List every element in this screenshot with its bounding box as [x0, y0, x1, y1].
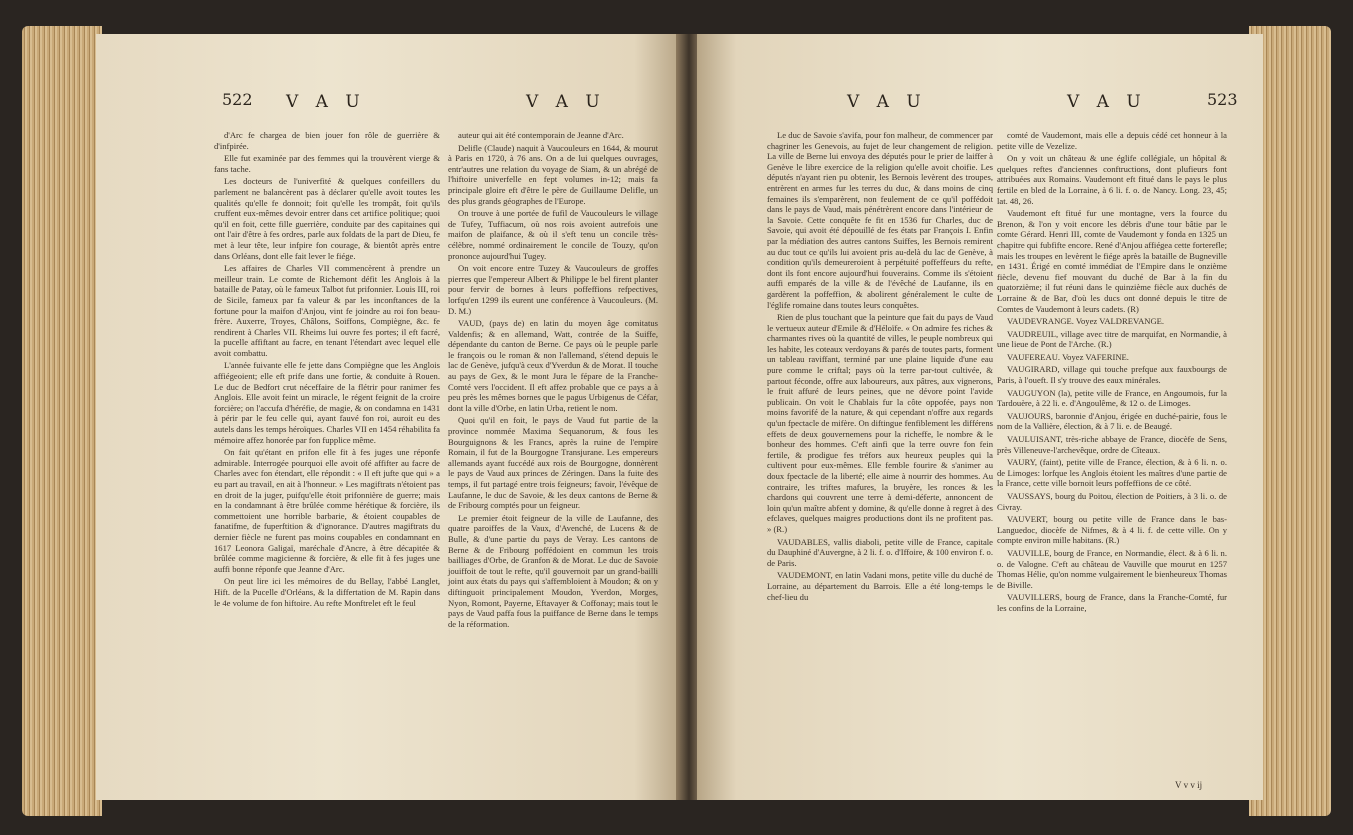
paragraph: Le premier étoit feigneur de la ville de Laufanne, des quatre paroiffes de la Vaux, d'Avenché, de Lucens & de Bulle, & d'une partie du pays de Veray. Les cantons de Berne & de Fribourg poffédoient en commun les trois bailliages d'Orbe, de Granfon & de Morat. Le duc de Savoie jouiffoit de tout le refte, qu'il gouvernoit par un grand-bailli joint aux états du pays qui s'affembloient à Moudon; & on y diftinguoit principalement Moudon, Yverdon, Morges, Nyon, Romont, Payerne, Eftavayer & Coffonay; mais tout le pays de Vaud paffa fous la puiffance de Berne dans le temps de la réformation. [448, 512, 658, 629]
paragraph: VAUDEMONT, en latin Vadani mons, petite ville du duché de Lorraine, au département du Barrois. Elle a été long-temps le chef-lieu du [767, 570, 993, 602]
paragraph: comté de Vaudemont, mais elle a depuis cédé cet honneur à la petite ville de Vezelize. [997, 130, 1227, 151]
paragraph: Quoi qu'il en foit, le pays de Vaud fut partie de la province nommée Maxima Sequanorum, & fous les Bourguignons & les Francs, après la ruine de l'empire Romain, il fut de la Bourgogne Transjurane. Les empereurs allemands ayant fuccédé aux rois de Bourgogne, donnèrent le pays de Vaud aux princes de Zéringen. Dans la fuite des temps, il fut partagé entre trois feigneurs; favoir, l'évêque de Laufanne, le duc de Savoie, & les deux cantons de Berne & de Fribourg comptés pour un feigneur. [448, 415, 658, 511]
right-column-1 [767, 130, 993, 604]
paragraph: Vaudemont eft fitué fur une montagne, vers la fource du Brenon, & l'on y voit encore les débris d'une tour bâtie par le comte Gérard. Henri III, comte de Vaudemont y fonda en 1325 un chapitre qui fubfifte encore. René d'Anjou affiégea cette forterefle; mais les troupes en levèrent le fiége après la bataille de Bugneville en 1431. Érigé en comté immédiat de l'Empire dans le onzième fiècle, devenu fief mouvant du duché de Bar à la fin du quatorzième; il fut réuni dans le quinzième fiècle aux duchés de Lorraine & de Bar, d'où les ducs ont donné depuis le titre de Comtes de Vaudemont à leurs cadets. (R) [997, 208, 1227, 314]
paragraph: auteur qui ait été contemporain de Jeanne d'Arc. [458, 130, 624, 140]
paragraph: Les affaires de Charles VII commencèrent à prendre un meilleur train. Le comte de Richemont défit les Anglois à la bataille de Patay, où le fameux Talbot fut prifonnier. Louis III, roi de Sicile, fameux par fa valeur & par les inconftances de la fortune pour la maifon d'Anjou, vint fe joindre au roi fon beau-frère. Auxerre, Troyes, Châlons, Soiffons, Compiègne, &c. fe rendirent à Charles VII. Rheims lui ouvre fes portes; il eft facré, la pucelle affiftant au facre, en tenant l'étendart avec lequel elle avoit combattu. [214, 263, 440, 358]
paragraph: VAUVILLERS, bourg de France, dans la Franche-Comté, fur les confins de la Lorraine, [997, 592, 1227, 613]
paragraph: VAUDABLES, vallis diaboli, petite ville de France, capitale du Dauphiné d'Auvergne, à 2 li. f. o. d'Iffoire, & 100 environ f. o. de Paris. [767, 536, 993, 568]
paragraph: VAUD, (pays de) en latin du moyen âge comitatus Valdenfis; & en allemand, Watt, contrée de la Suiffe, dépendante du canton de Berne. Ce pays où le peuple parle le françois ou le roman & non l'allemand, s'étend depuis le lac de Genève, jufqu'à ceux d'Yverdun & de Morat. Il touche au pays de Gex, & le mont Jura le fépare de la Franche-Comté vers l'occident. Il eft affez probable que ce pays a à peu près les mêmes bornes que le pagus Urbigenus de Céfar, dont la ville d'Orbe, en latin Urba, retient le nom. [448, 318, 658, 413]
left-page [96, 34, 681, 800]
paragraph: Le duc de Savoie s'avifa, pour fon malheur, de commencer par chagriner les Genevois, au fujet de leur changement de religion. La ville de Berne lui envoya des députés pour le prier de laiffer à Genève le libre exercice de la religion qu'elle avoit choifie. Les députés n'ayant rien pu obtenir, les Bernois levèrent des troupes, entrèrent en armes fur les terres du duc, & dans moins de cinq femaines ils s'emparèrent, non feulement de ce qu'il poffédoit dans le pays de Vaud, mais pénétrèrent encore dans l'intérieur de la Savoie. Cette conquête fe fit en 1536 fur Charles, duc de Savoie, qui avoit été dépouillé de fes états par François I. Enfin par la médiation des autres cantons Suiffes, les Bernois remirent au duc tout ce qu'ils lui avoient pris au-delà du lac de Genève, à condition qu'ils demeureroient à perpétuité poffeffeurs du refte, dont ils font encore aujourd'hui fouverains. Comme ils s'étoient auffi emparés de la ville & de l'évêché de Laufanne, ils en gardèrent la poffeffion, & abolirent généralement le culte de l'églife romaine dans toutes leurs conquêtes. [767, 130, 993, 310]
signature-mark: V v v ij [1175, 780, 1203, 790]
left-page-edges [22, 26, 102, 816]
left-page-number: 522 [222, 90, 253, 109]
left-column-1 [214, 130, 440, 610]
paragraph: On peut lire ici les mémoires de du Bellay, l'abbé Langlet, Hift. de la Pucelle d'Orléans, & la differtation de M. Rapin dans le 4e volume de fon hiftoire. Au refte Monftrelet eft le feul [214, 576, 440, 608]
paragraph: VAUFEREAU. Voyez VAFERINE. [1007, 351, 1129, 362]
paragraph: VAUDEVRANGE. Voyez VALDREVANGE. [1007, 316, 1165, 327]
paragraph: Les docteurs de l'univerfité & quelques confeillers du parlement ne balancèrent pas à déclarer qu'elle avoit toutes les qualités qu'elle fe donnoit; foit qu'elle les trompât, foit qu'ils cruffent eux-mêmes devoir entrer dans cet artifice politique; quoi qu'il en foit, cette fille guerrière, conduite par des capitaines qui ont l'air d'être à fes ordres, parle aux foldats de la part de Dieu, fe met à leur tête, leur infpire fon courage, & bientôt après entre dans Orléans, dont elle fait lever le fiége. [214, 176, 440, 261]
paragraph: On voit encore entre Tuzey & Vaucouleurs de groffes pierres que l'empereur Albert & Philippe le bel firent planter pour fervir de bornes à leurs poffeffions refpectives, lorfqu'en 1299 ils eurent une conférence à Vaucouleurs. (M. D. M.) [448, 263, 658, 316]
paragraph: L'année fuivante elle fe jette dans Compiègne que les Anglois affiégeoient; elle eft prife dans une fortie, & conduite à Rouen. Le duc de Bedfort crut néceffaire de la flétrir pour ranimer fes Anglois. Elle avoit feint un miracle, le régent feignit de la croire forcière; on l'accufa d'héréfie, de magie, & on condamna en 1431 à périr par le feu celle qui, ayant fauvé fon roi, auroit eu des autels dans les temps héroïques. Charles VII en 1454 réhabilita fa mémoire affez honorée par fon fupplice même. [214, 360, 440, 445]
paragraph: d'Arc fe chargea de bien jouer fon rôle de guerrière & d'infpirée. [214, 130, 440, 151]
right-running-head-b: V A U [1067, 92, 1147, 112]
paragraph: VAUJOURS, baronnie d'Anjou, érigée en duché-pairie, fous le nom de la Vallière, élection, & à 7 li. e. de Beaugé. [997, 410, 1227, 432]
right-page-number: 523 [1207, 90, 1238, 109]
right-running-head-a: V A U [847, 92, 927, 112]
right-page [697, 34, 1263, 800]
paragraph: On y voit un château & une églife collégiale, un hôpital & quelques reftes d'anciennes conftructions, dont plufieurs font attribuées aux Romains. Vaudemont eft fitué dans le pays le plus fertile en bled de la Lorraine, à 6 li. f. o. de Nancy. Long. 23, 45; lat. 48, 26. [997, 153, 1227, 206]
paragraph: Rien de plus touchant que la peinture que fait du pays de Vaud le vertueux auteur d'Emile & d'Héloïfe. « On admire fes riches & charmantes rives où la quantité de villes, le peuple nombreux qui les habite, les coteaux verdoyans & parés de toutes parts, forment un tableau raviffant, terminé par une plaine liquide d'une eau pure comme le criftal; pays où la terre par-tout cultivée, & partout féconde, offre aux laboureurs, aux pâtres, aux vignerons, le fruit affuré de leurs peines, que ne dévore point l'avide publicain. On voit le Chablais fur la côte oppofée, pays non moins favorifé de la nature, & qui cependant n'offre aux regards qu'un fpectacle de mifère. On diftingue fenfiblement les différens effets de deux gouvernemens pour la richeffe, le nombre & le bonheur des hommes. C'eft ainfi que la terre ouvre fon fein fertile, & prodigue fes tréfors aux heureux peuples qui la cultivent pour eux-mêmes. Elle femble fourire & s'animer au doux fpectacle de la liberté; elle aime à nourrir des hommes. Au contraire, les triftes mafures, la bruyère, les ronces & les chardons qui couvrent une terre à demi-déferte, annoncent de loin qu'un maître abfent y domine, & qu'elle donne à regret à des efclaves, quelques maigres productions dont ils ne profitent pas. » (R.) [767, 312, 993, 534]
paragraph: VAUVILLE, bourg de France, en Normandie, élect. & à 6 li. n. o. de Valogne. C'eft au château de Vauville que mourut en 1257 Thomas Hélie, qu'on nomme vulgairement le bienheureux Thomas de Biville. [997, 547, 1227, 590]
paragraph: VAURY, (faint), petite ville de France, élection, & à 6 li. n. o. de Limoges: lorfque les Anglois étoient les maîtres d'une partie de la France, cette ville bornoit leurs poffeffions de ce côté. [997, 457, 1227, 489]
paragraph: VAUGUYON (la), petite ville de France, en Angoumois, fur la Tardouère, à 22 li. e. d'Angoulême, & 12 o. de Limoges. [997, 387, 1227, 409]
paragraph: VAULUISANT, très-riche abbaye de France, diocèfe de Sens, près Villeneuve-l'archevêque, ordre de Cîteaux. [997, 434, 1227, 455]
right-column-2 [997, 130, 1227, 616]
left-running-head-b: V A U [526, 92, 606, 112]
paragraph: VAUVERT, bourg ou petite ville de France dans le bas-Languedoc, diocèfe de Nifmes, & à 4 li. f. de cette ville. On y compte environ mille habitans. (R.) [997, 514, 1227, 546]
paragraph: On fait qu'étant en prifon elle fit à fes juges une réponfe admirable. Interrogée pourquoi elle avoit ofé affifter au facre de Charles avec fon étendart, elle répondit : « Il eft jufte que qui » a eu part au travail, en ait à l'honneur. » Les magiftrats n'étoient pas en droit de la juger, puifqu'elle étoit prifonnière de guerre; mais en la condamnant à être brûlée comme hérétique & forcière, ils commettoient une horrible barbarie, & étoient coupables de fanatifme, de fuperftition & d'ignorance. D'autres magiftrats du dernier fiècle ne furent pas moins coupables en condamnant en 1617 Leonora Galigaï, maréchale d'Ancre, à être décapitée & brûlée comme magicienne & forcière, & elle fit à fes juges une auffi bonne réponfe que Jeanne d'Arc. [214, 447, 440, 574]
paragraph: Delifle (Claude) naquit à Vaucouleurs en 1644, & mourut à Paris en 1720, à 76 ans. On a de lui quelques ouvrages, entr'autres une relation du voyage de Siam, & un abrégé de l'hiftoire univerfelle en fept volumes in-12; mais fa principale gloire eft d'être le père de Guillaume Delifle, un des plus grands géographes de l'Europe. [448, 142, 658, 206]
paragraph: VAUGIRARD, village qui touche prefque aux fauxbourgs de Paris, à l'oueft. Il s'y trouve des eaux minérales. [997, 364, 1227, 386]
paragraph: VAUSSAYS, bourg du Poitou, élection de Poitiers, à 3 li. o. de Civray. [997, 491, 1227, 512]
paragraph: Elle fut examinée par des femmes qui la trouvèrent vierge & fans tache. [214, 153, 440, 174]
left-column-2 [448, 130, 658, 631]
left-running-head-a: V A U [286, 92, 366, 112]
paragraph: On trouve à une portée de fufil de Vaucouleurs le village de Tufey, Tuffiacum, où nos rois avoient autrefois une maifon de plaifance, & où il s'eft tenu un concile très-célèbre, nommé ordinairement le concile de Touzy, qu'on prononce aujourd'hui Tugey. [448, 208, 658, 261]
paragraph: VAUDREUIL, village avec titre de marquifat, en Normandie, à une lieue de Pont de l'Arche. (R.) [997, 328, 1227, 350]
